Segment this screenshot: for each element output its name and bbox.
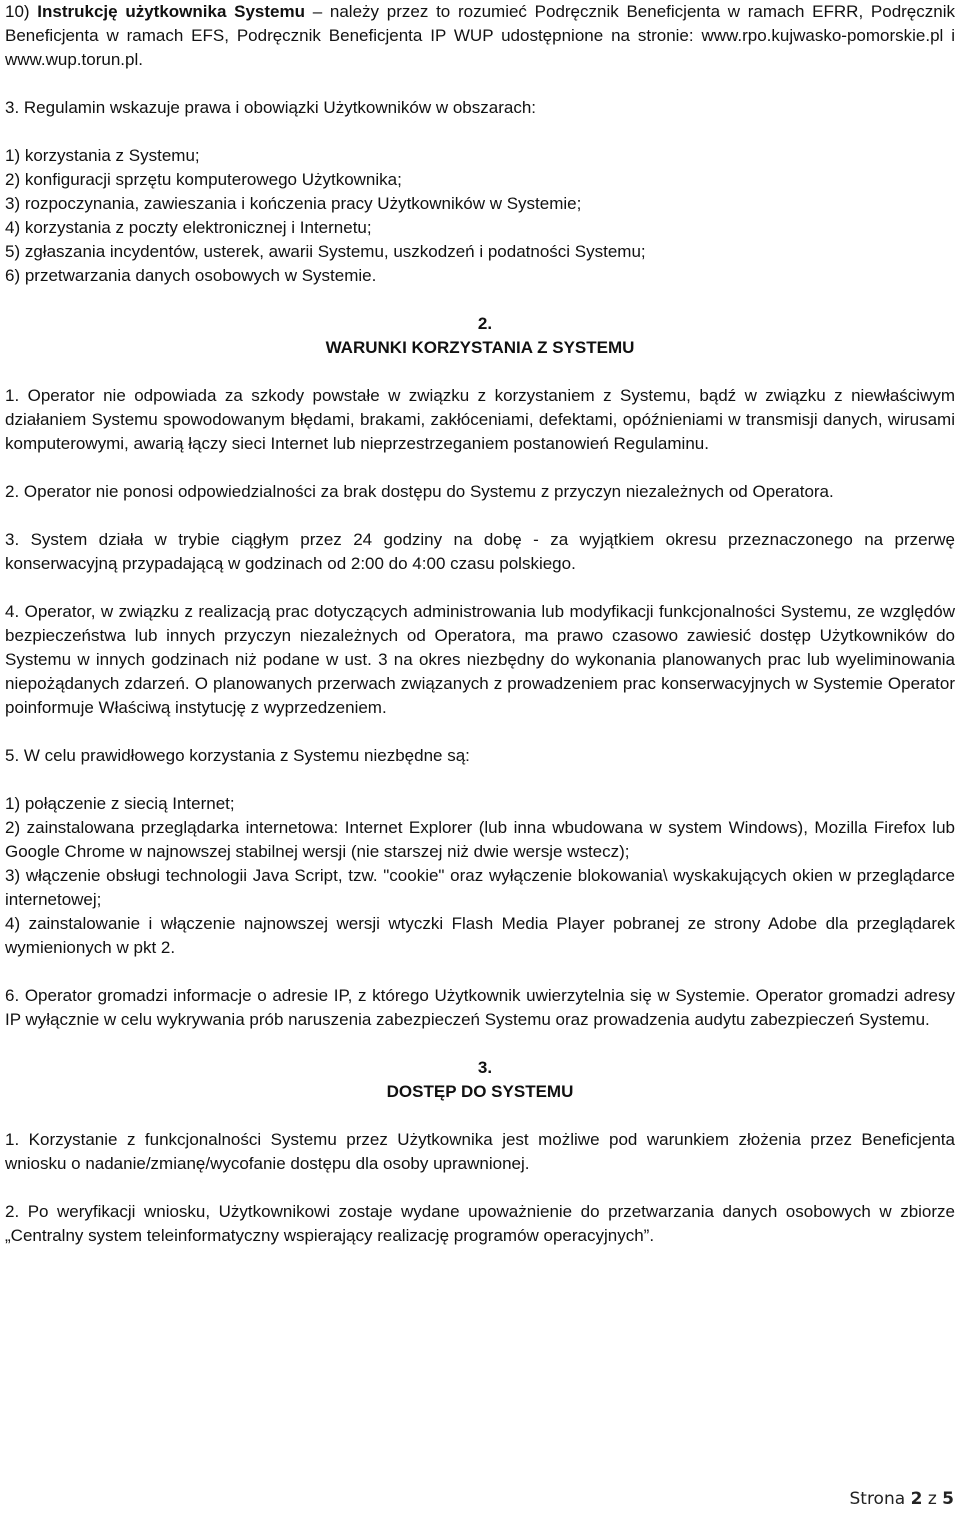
section2-para5-list bbox=[5, 792, 955, 960]
list-item: 1) połączenie z siecią Internet; bbox=[5, 794, 235, 813]
section3-number: 3. bbox=[477, 1058, 493, 1077]
list-item: 2) zainstalowana przeglądarka internetowa: Internet Explorer (lub inna wbudowana w system Windows), Mozilla Firefox lub Google Chrome w najnowszej stabilnej wersji (nie starszej niż dwie wersje wstecz); bbox=[5, 818, 955, 861]
document-page bbox=[5, 0, 955, 1248]
list-item: 2) konfiguracji sprzętu komputerowego Użytkownika; bbox=[5, 170, 402, 189]
section2-para2: 2. Operator nie ponosi odpowiedzialności za brak dostępu do Systemu z przyczyn niezależnych od Operatora. bbox=[5, 482, 834, 501]
list-item: 3) włączenie obsługi technologii Java Script, tzw. "cookie" oraz wyłączenie blokowania\ wyskakujących okien w przeglądarce internetowej; bbox=[5, 866, 955, 909]
section2-para5-intro: 5. W celu prawidłowego korzystania z Systemu niezbędne są: bbox=[5, 746, 470, 765]
section1-para3-intro: 3. Regulamin wskazuje prawa i obowiązki Użytkowników w obszarach: bbox=[5, 98, 537, 117]
definition-10-number: 10) bbox=[5, 2, 38, 21]
page-footer bbox=[849, 1487, 954, 1511]
section2-para6: 6. Operator gromadzi informacje o adresie IP, z którego Użytkownik uwierzytelnia się w Systemie. Operator gromadzi adresy IP wyłącznie w celu wykrywania prób naruszenia zabezpieczeń Systemu oraz prowadzenia audytu zabezpieczeń Systemu. bbox=[5, 986, 955, 1029]
section2-heading bbox=[5, 312, 955, 360]
page-label: Strona bbox=[849, 1489, 906, 1509]
list-item: 5) zgłaszania incydentów, usterek, awarii Systemu, uszkodzeń i podatności Systemu; bbox=[5, 242, 646, 261]
page-number: 2 bbox=[910, 1489, 923, 1509]
section2-number: 2. bbox=[477, 314, 493, 333]
list-item: 3) rozpoczynania, zawieszania i kończenia pracy Użytkowników w Systemie; bbox=[5, 194, 582, 213]
list-item: 4) korzystania z poczty elektronicznej i Internetu; bbox=[5, 218, 372, 237]
definition-10 bbox=[5, 0, 955, 72]
list-item: 4) zainstalowanie i włączenie najnowszej wersji wtyczki Flash Media Player pobranej ze strony Adobe dla przeglądarek wymienionych w pkt 2. bbox=[5, 914, 955, 957]
section2-para4: 4. Operator, w związku z realizacją prac dotyczących administrowania lub modyfikacji funkcjonalności Systemu, ze względów bezpieczeństwa lub innych przyczyn niezależnych od Operatora, ma prawo czasowo zawiesić dostęp Użytkowników do Systemu w innych godzinach niż podane w ust. 3 na okres niezbędny do wykonania planowanych prac lub wyeliminowania niepożądanych zdarzeń. O planowanych przerwach związanych z prowadzeniem prac konserwacyjnych w Systemie Operator poinformuje Właściwą instytucję z wyprzedzeniem. bbox=[5, 602, 955, 717]
definition-10-term: Instrukcję użytkownika Systemu bbox=[37, 2, 305, 21]
page-of: z bbox=[927, 1489, 937, 1509]
definition-10-text: – należy przez to rozumieć Podręcznik Beneficjenta w ramach EFRR, Podręcznik Beneficjenta w ramach EFS, Podręcznik Beneficjenta IP WUP udostępnione na stronie: www.rpo.kujwasko-pomorskie.pl i www.wup.torun.pl. bbox=[5, 2, 955, 69]
section3-heading bbox=[5, 1056, 955, 1104]
section3-para2: 2. Po weryfikacji wniosku, Użytkownikowi zostaje wydane upoważnienie do przetwarzania danych osobowych w zbiorze „Centralny system teleinformatyczny wspierający realizację programów operacyjnych”. bbox=[5, 1202, 955, 1245]
page-total: 5 bbox=[942, 1489, 954, 1509]
list-item: 1) korzystania z Systemu; bbox=[5, 146, 200, 165]
section3-title: DOSTĘP DO SYSTEMU bbox=[386, 1082, 574, 1101]
section3-para1: 1. Korzystanie z funkcjonalności Systemu przez Użytkownika jest możliwe pod warunkiem złożenia przez Beneficjenta wniosku o nadanie/zmianę/wycofanie dostępu dla osoby uprawnionej. bbox=[5, 1130, 955, 1173]
section2-title: WARUNKI KORZYSTANIA Z SYSTEMU bbox=[325, 338, 635, 357]
section2-para1: 1. Operator nie odpowiada za szkody powstałe w związku z korzystaniem z Systemu, bądź w związku z niewłaściwym działaniem Systemu spowodowanym błędami, brakami, zakłóceniami, defektami, opóźnieniami w transmisji danych, wirusami komputerowymi, awarią łączy sieci Internet lub nieprzestrzeganiem postanowień Regulaminu. bbox=[5, 386, 955, 453]
section2-para3: 3. System działa w trybie ciągłym przez 24 godziny na dobę - za wyjątkiem okresu przeznaczonego na przerwę konserwacyjną przypadającą w godzinach od 2:00 do 4:00 czasu polskiego. bbox=[5, 530, 955, 573]
section1-para3-list bbox=[5, 144, 955, 288]
list-item: 6) przetwarzania danych osobowych w Systemie. bbox=[5, 266, 377, 285]
